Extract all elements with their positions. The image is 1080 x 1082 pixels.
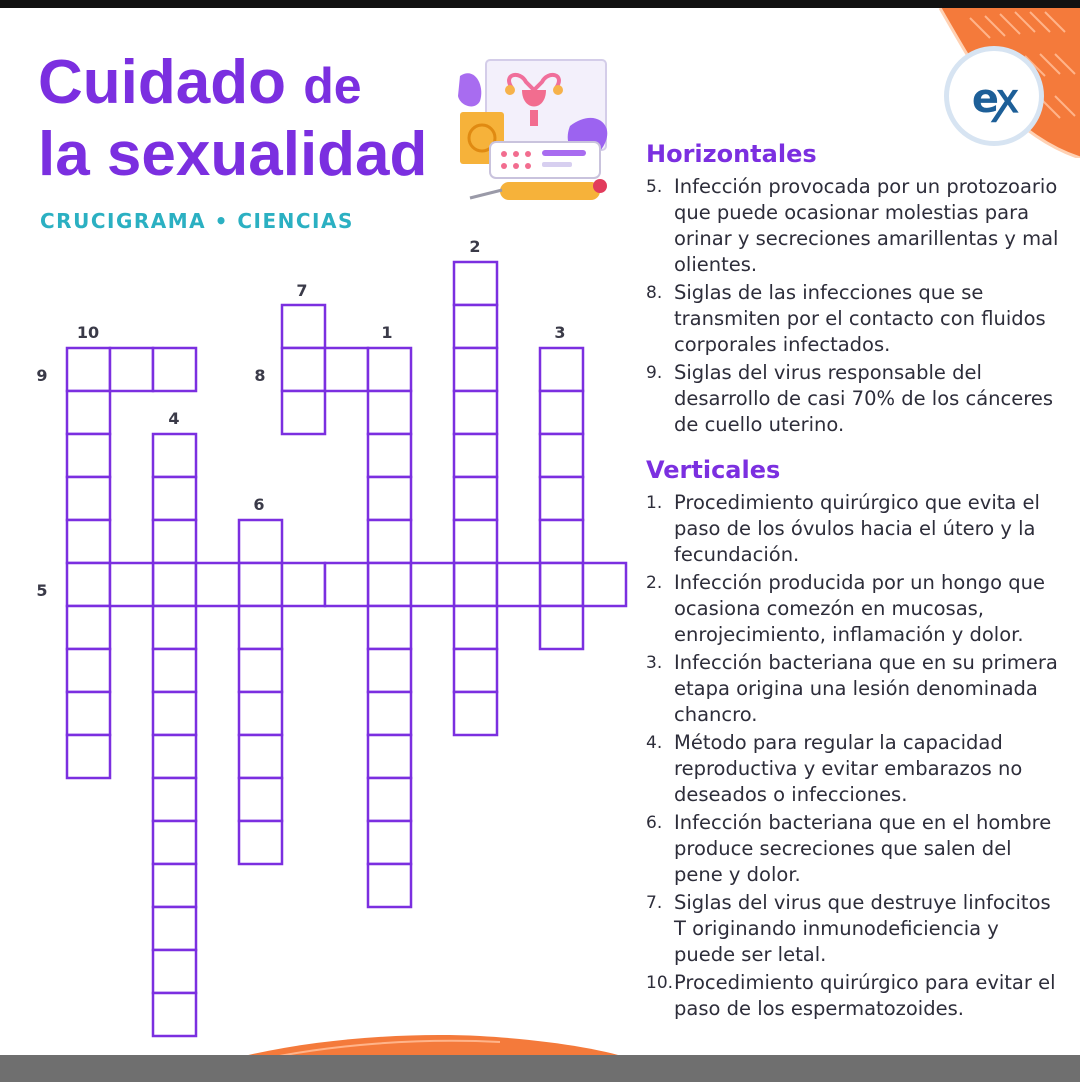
crossword-cell[interactable] xyxy=(67,520,110,563)
clue-item xyxy=(646,570,1066,648)
crossword-number-5: 5 xyxy=(36,581,48,600)
crossword-cell[interactable] xyxy=(368,520,411,563)
crossword-cell[interactable] xyxy=(454,348,497,391)
crossword-cell[interactable] xyxy=(153,735,196,778)
crossword-cell[interactable] xyxy=(540,606,583,649)
clues-panel xyxy=(646,140,1066,1024)
crossword-cell[interactable] xyxy=(239,606,282,649)
crossword-cell[interactable] xyxy=(282,348,325,391)
clue-number: 9. xyxy=(646,363,663,383)
crossword-cell[interactable] xyxy=(67,606,110,649)
clue-text: Infección bacteriana que en su primera etapa origina una lesión denominada chancro. xyxy=(674,651,1058,726)
crossword-cell[interactable] xyxy=(454,563,497,606)
crossword-cell[interactable] xyxy=(540,348,583,391)
clue-number: 8. xyxy=(646,283,663,303)
crossword-cell[interactable] xyxy=(67,348,110,391)
crossword-cell[interactable] xyxy=(454,520,497,563)
crossword-cell[interactable] xyxy=(67,391,110,434)
crossword-cell[interactable] xyxy=(153,864,196,907)
crossword-cell[interactable] xyxy=(454,649,497,692)
crossword-cell[interactable] xyxy=(67,434,110,477)
clue-text: Procedimiento quirúrgico para evitar el paso de los espermatozoides. xyxy=(674,971,1056,1020)
crossword-number-7: 7 xyxy=(296,281,308,300)
vertical-clue-list xyxy=(646,490,1066,1022)
crossword-cell[interactable] xyxy=(368,391,411,434)
crossword-number-8: 8 xyxy=(254,366,266,385)
crossword-cell[interactable] xyxy=(67,735,110,778)
crossword-cell[interactable] xyxy=(540,520,583,563)
clue-item xyxy=(646,360,1066,438)
clue-number: 2. xyxy=(646,573,663,593)
logo-text: eꭗ xyxy=(971,75,1017,122)
clue-item xyxy=(646,174,1066,278)
subtitle: CRUCIGRAMA • CIENCIAS xyxy=(40,209,354,233)
bottom-bar xyxy=(0,1055,1080,1082)
clue-number: 10. xyxy=(646,973,674,993)
crossword-cell[interactable] xyxy=(411,563,454,606)
crossword-cell[interactable] xyxy=(239,649,282,692)
crossword-cell[interactable] xyxy=(153,348,196,391)
crossword-cell[interactable] xyxy=(282,563,325,606)
crossword-cell[interactable] xyxy=(368,735,411,778)
crossword-cell[interactable] xyxy=(368,434,411,477)
clue-text: Siglas del virus responsable del desarrollo de casi 70% de los cánceres de cuello uterino. xyxy=(674,361,1053,436)
crossword-cell[interactable] xyxy=(454,692,497,735)
crossword-cell[interactable] xyxy=(282,305,325,348)
crossword-cell[interactable] xyxy=(239,821,282,864)
crossword-cell[interactable] xyxy=(368,821,411,864)
page-title-line2: la sexualidad xyxy=(38,120,428,189)
crossword-number-2: 2 xyxy=(469,237,481,256)
clue-number: 7. xyxy=(646,893,663,913)
crossword-cell[interactable] xyxy=(153,520,196,563)
horizontal-heading: Horizontales xyxy=(646,140,817,168)
crossword-cell[interactable] xyxy=(540,563,583,606)
crossword-cell[interactable] xyxy=(239,520,282,563)
crossword-cell[interactable] xyxy=(153,821,196,864)
crossword-cell[interactable] xyxy=(368,606,411,649)
crossword-cell[interactable] xyxy=(454,477,497,520)
crossword-cell[interactable] xyxy=(583,563,626,606)
crossword-cell[interactable] xyxy=(153,692,196,735)
clue-number: 5. xyxy=(646,177,663,197)
crossword-cell[interactable] xyxy=(368,563,411,606)
crossword-cell[interactable] xyxy=(239,563,282,606)
crossword-cell[interactable] xyxy=(454,305,497,348)
crossword-cell[interactable] xyxy=(153,649,196,692)
vertical-heading: Verticales xyxy=(646,456,781,484)
crossword-cell[interactable] xyxy=(67,692,110,735)
crossword-cell[interactable] xyxy=(325,348,368,391)
clue-number: 1. xyxy=(646,493,663,513)
clue-text: Infección bacteriana que en el hombre produce secreciones que salen del pene y dolor. xyxy=(674,811,1052,886)
crossword-cell[interactable] xyxy=(153,434,196,477)
crossword-cell[interactable] xyxy=(368,649,411,692)
crossword-cell[interactable] xyxy=(239,778,282,821)
crossword-cell[interactable] xyxy=(454,262,497,305)
crossword-cell[interactable] xyxy=(282,391,325,434)
crossword-cell[interactable] xyxy=(454,391,497,434)
crossword-cell[interactable] xyxy=(153,993,196,1036)
clue-number: 4. xyxy=(646,733,663,753)
horizontal-clue-list xyxy=(646,174,1066,438)
crossword-cell[interactable] xyxy=(497,563,540,606)
crossword-number-10: 10 xyxy=(76,323,100,342)
crossword-cell[interactable] xyxy=(454,606,497,649)
clue-text: Infección producida por un hongo que ocasiona comezón en mucosas, enrojecimiento, inflamación y dolor. xyxy=(674,571,1045,646)
crossword-cell[interactable] xyxy=(540,391,583,434)
crossword-cell[interactable] xyxy=(368,692,411,735)
crossword-number-6: 6 xyxy=(253,495,265,514)
clue-item xyxy=(646,890,1066,968)
crossword-cell[interactable] xyxy=(110,563,153,606)
clue-item xyxy=(646,280,1066,358)
crossword-cell[interactable] xyxy=(239,692,282,735)
clue-item xyxy=(646,810,1066,888)
crossword-cell[interactable] xyxy=(153,477,196,520)
crossword-cell[interactable] xyxy=(153,606,196,649)
clue-item xyxy=(646,970,1066,1022)
title-small-word: de xyxy=(303,58,362,114)
clue-item xyxy=(646,730,1066,808)
crossword-cell[interactable] xyxy=(540,477,583,520)
crossword-cell[interactable] xyxy=(368,778,411,821)
clue-number: 3. xyxy=(646,653,663,673)
crossword-number-9: 9 xyxy=(36,366,48,385)
clue-item xyxy=(646,490,1066,568)
crossword-cell[interactable] xyxy=(454,434,497,477)
clue-text: Siglas del virus que destruye linfocitos T originando inmunodeficiencia y puede ser letal. xyxy=(674,891,1051,966)
crossword-cell[interactable] xyxy=(540,434,583,477)
crossword-cell[interactable] xyxy=(110,348,153,391)
crossword-cell[interactable] xyxy=(368,348,411,391)
crossword-cell[interactable] xyxy=(368,864,411,907)
crossword-cell[interactable] xyxy=(153,563,196,606)
brand-logo xyxy=(944,46,1044,146)
crossword-number-4: 4 xyxy=(168,409,180,428)
crossword-cell[interactable] xyxy=(153,907,196,950)
clue-text: Método para regular la capacidad reproductiva y evitar embarazos no deseados o infecciones. xyxy=(674,731,1023,806)
crossword-cell[interactable] xyxy=(67,477,110,520)
title-main-word: Cuidado xyxy=(38,48,286,117)
crossword-cell[interactable] xyxy=(153,950,196,993)
crossword-cell[interactable] xyxy=(153,778,196,821)
crossword-number-1: 1 xyxy=(381,323,393,342)
clue-text: Procedimiento quirúrgico que evita el paso de los óvulos hacia el útero y la fecundación. xyxy=(674,491,1040,566)
crossword-cell[interactable] xyxy=(325,563,368,606)
crossword-cell[interactable] xyxy=(196,563,239,606)
crossword-cell[interactable] xyxy=(67,649,110,692)
crossword-cell[interactable] xyxy=(368,477,411,520)
clue-text: Siglas de las infecciones que se transmiten por el contacto con fluidos corporales infectados. xyxy=(674,281,1046,356)
crossword-number-3: 3 xyxy=(554,323,566,342)
clue-text: Infección provocada por un protozoario que puede ocasionar molestias para orinar y secreciones amarillentas y mal olientes. xyxy=(674,175,1059,276)
crossword-cell[interactable] xyxy=(67,563,110,606)
clue-number: 6. xyxy=(646,813,663,833)
crossword-cell[interactable] xyxy=(239,735,282,778)
clue-item xyxy=(646,650,1066,728)
